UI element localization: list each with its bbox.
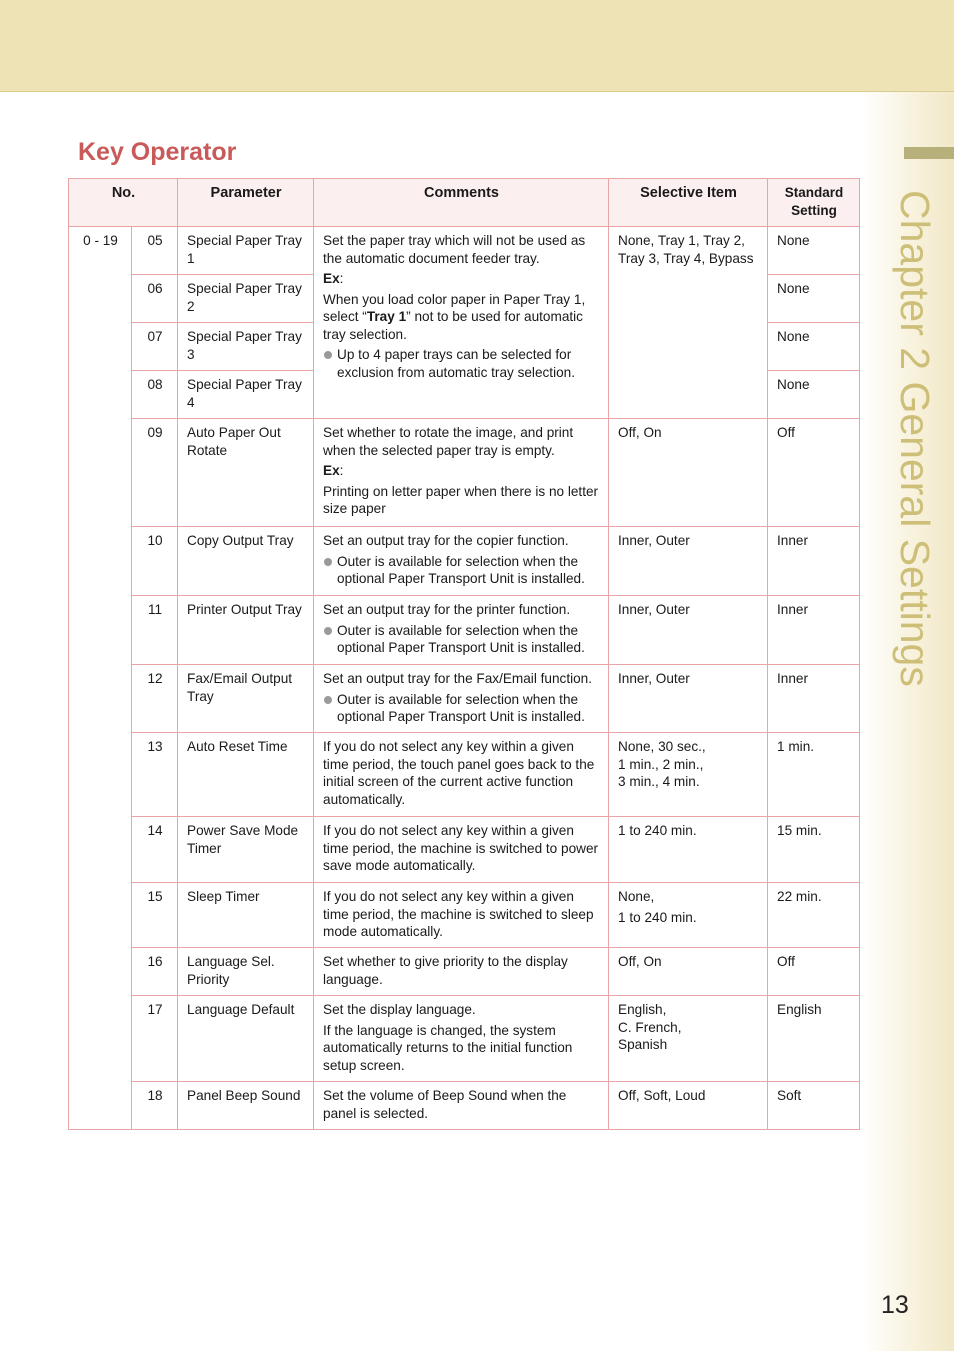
fax-out-comment-text: Set an output tray for the Fax/Email function. (323, 671, 593, 686)
row-parameter: Copy Output Tray (178, 527, 314, 596)
row-standard: Soft (768, 1082, 860, 1130)
row-number: 11 (132, 596, 178, 665)
table-row (69, 817, 860, 883)
header-selective-item: Selective Item (609, 179, 768, 227)
auto-reset-selective (609, 733, 768, 817)
chapter-title: Chapter 2 General Settings (892, 190, 938, 687)
header-standard-line2: Setting (791, 203, 837, 218)
row-number: 16 (132, 948, 178, 996)
row-standard: Inner (768, 596, 860, 665)
row-number: 18 (132, 1082, 178, 1130)
table-header-row (69, 179, 860, 227)
row-number: 05 (132, 227, 178, 275)
copy-out-note: Outer is available for selection when the optional Paper Transport Unit is installed. (323, 553, 600, 588)
row-standard: None (768, 323, 860, 371)
lang-default-comment (314, 996, 609, 1082)
row-standard: English (768, 996, 860, 1082)
rotate-comment (314, 419, 609, 527)
lang-default-selective-1: English, (618, 1002, 667, 1017)
row-number: 08 (132, 371, 178, 419)
lang-priority-comment: Set whether to give priority to the display language. (314, 948, 609, 996)
header-standard-setting (768, 179, 860, 227)
row-standard: Inner (768, 665, 860, 733)
row-number: 07 (132, 323, 178, 371)
auto-reset-selective-2: 1 min., 2 min., (618, 756, 704, 772)
trays-ex-label: Ex (323, 271, 340, 286)
chapter-tab-marker (904, 147, 954, 159)
power-save-comment: If you do not select any key within a given time period, the machine is switched to power save mode automatically. (314, 817, 609, 883)
row-standard: None (768, 227, 860, 275)
row-parameter: Special Paper Tray 4 (178, 371, 314, 419)
power-save-selective: 1 to 240 min. (609, 817, 768, 883)
copy-out-selective: Inner, Outer (609, 527, 768, 596)
rotate-ex-label: Ex (323, 463, 340, 478)
trays-ex: Ex: (323, 271, 344, 286)
row-parameter: Special Paper Tray 3 (178, 323, 314, 371)
row-number: 15 (132, 883, 178, 948)
trays-comment-text: Set the paper tray which will not be used as the automatic document feeder tray. (323, 233, 586, 266)
lang-default-selective (609, 996, 768, 1082)
row-parameter: Special Paper Tray 2 (178, 275, 314, 323)
table-row (69, 419, 860, 527)
beep-comment: Set the volume of Beep Sound when the panel is selected. (314, 1082, 609, 1130)
row-number: 17 (132, 996, 178, 1082)
trays-ex-bold: Tray 1 (366, 309, 407, 324)
header-parameter: Parameter (178, 179, 314, 227)
fax-out-selective: Inner, Outer (609, 665, 768, 733)
table-row (69, 996, 860, 1082)
page-number: 13 (881, 1291, 909, 1319)
row-parameter: Auto Reset Time (178, 733, 314, 817)
row-parameter: Auto Paper Out Rotate (178, 419, 314, 527)
row-standard: 1 min. (768, 733, 860, 817)
group-range: 0 - 19 (69, 227, 132, 1130)
row-parameter: Language Default (178, 996, 314, 1082)
sleep-selective-2: 1 to 240 min. (618, 909, 697, 925)
row-standard: Inner (768, 527, 860, 596)
header-no: No. (69, 179, 178, 227)
trays-ex-text (323, 291, 600, 344)
auto-reset-selective-1: None, 30 sec., (618, 739, 706, 754)
row-standard: Off (768, 948, 860, 996)
table-row (69, 948, 860, 996)
lang-default-comment-text: Set the display language. (323, 1002, 476, 1017)
row-standard: Off (768, 419, 860, 527)
header-standard-line1: Standard (784, 185, 844, 200)
trays-comment (314, 227, 609, 419)
chapter-title-container (880, 190, 950, 710)
auto-reset-selective-3: 3 min., 4 min. (618, 774, 700, 789)
rotate-comment-text: Set whether to rotate the image, and print when the selected paper tray is empty. (323, 425, 574, 458)
sleep-selective-1: None, (618, 889, 655, 904)
sleep-selective (609, 883, 768, 948)
lang-default-selective-2: C. French, (618, 1019, 682, 1035)
beep-selective: Off, Soft, Loud (609, 1082, 768, 1130)
header-comments: Comments (314, 179, 609, 227)
printer-out-selective: Inner, Outer (609, 596, 768, 665)
table-row (69, 733, 860, 817)
lang-default-selective-3: Spanish (618, 1037, 668, 1052)
section-title: Key Operator (78, 138, 237, 166)
trays-selective: None, Tray 1, Tray 2, Tray 3, Tray 4, Bypass (609, 227, 768, 419)
trays-ex-post: ” not to be used for automatic tray selection. (323, 309, 583, 342)
row-parameter: Language Sel. Priority (178, 948, 314, 996)
table-row (69, 665, 860, 733)
rotate-ex: Ex: (323, 463, 344, 478)
row-number: 10 (132, 527, 178, 596)
table-row (69, 227, 860, 275)
row-parameter: Printer Output Tray (178, 596, 314, 665)
auto-reset-comment: If you do not select any key within a given time period, the touch panel goes back to the initial screen of the current active function automatically. (314, 733, 609, 817)
copy-out-comment (314, 527, 609, 596)
sleep-comment: If you do not select any key within a given time period, the machine is switched to sleep mode automatically. (314, 883, 609, 948)
table-row (69, 596, 860, 665)
row-number: 09 (132, 419, 178, 527)
row-standard: 22 min. (768, 883, 860, 948)
key-operator-table (68, 178, 860, 1130)
header-band (0, 0, 954, 92)
copy-out-comment-text: Set an output tray for the copier function. (323, 533, 569, 548)
row-parameter: Panel Beep Sound (178, 1082, 314, 1130)
row-standard: None (768, 371, 860, 419)
fax-out-note: Outer is available for selection when the optional Paper Transport Unit is installed. (323, 691, 600, 726)
printer-out-comment-text: Set an output tray for the printer function. (323, 602, 571, 617)
row-parameter: Fax/Email Output Tray (178, 665, 314, 733)
lang-default-comment-text-2: If the language is changed, the system automatically returns to the initial function setup screen. (323, 1022, 573, 1073)
trays-note: Up to 4 paper trays can be selected for exclusion from automatic tray selection. (323, 346, 600, 381)
rotate-ex-text: Printing on letter paper when there is no letter size paper (323, 483, 599, 516)
row-parameter: Power Save Mode Timer (178, 817, 314, 883)
row-number: 12 (132, 665, 178, 733)
row-standard: 15 min. (768, 817, 860, 883)
lang-priority-selective: Off, On (609, 948, 768, 996)
table-row (69, 527, 860, 596)
row-number: 14 (132, 817, 178, 883)
table-row (69, 883, 860, 948)
rotate-selective: Off, On (609, 419, 768, 527)
row-parameter: Special Paper Tray 1 (178, 227, 314, 275)
table-row (69, 1082, 860, 1130)
row-parameter: Sleep Timer (178, 883, 314, 948)
row-number: 06 (132, 275, 178, 323)
fax-out-comment (314, 665, 609, 733)
printer-out-comment (314, 596, 609, 665)
printer-out-note: Outer is available for selection when the optional Paper Transport Unit is installed. (323, 622, 600, 657)
trays-ex-pre: When you load color paper in Paper Tray 1, select “ (323, 291, 586, 324)
row-number: 13 (132, 733, 178, 817)
row-standard: None (768, 275, 860, 323)
